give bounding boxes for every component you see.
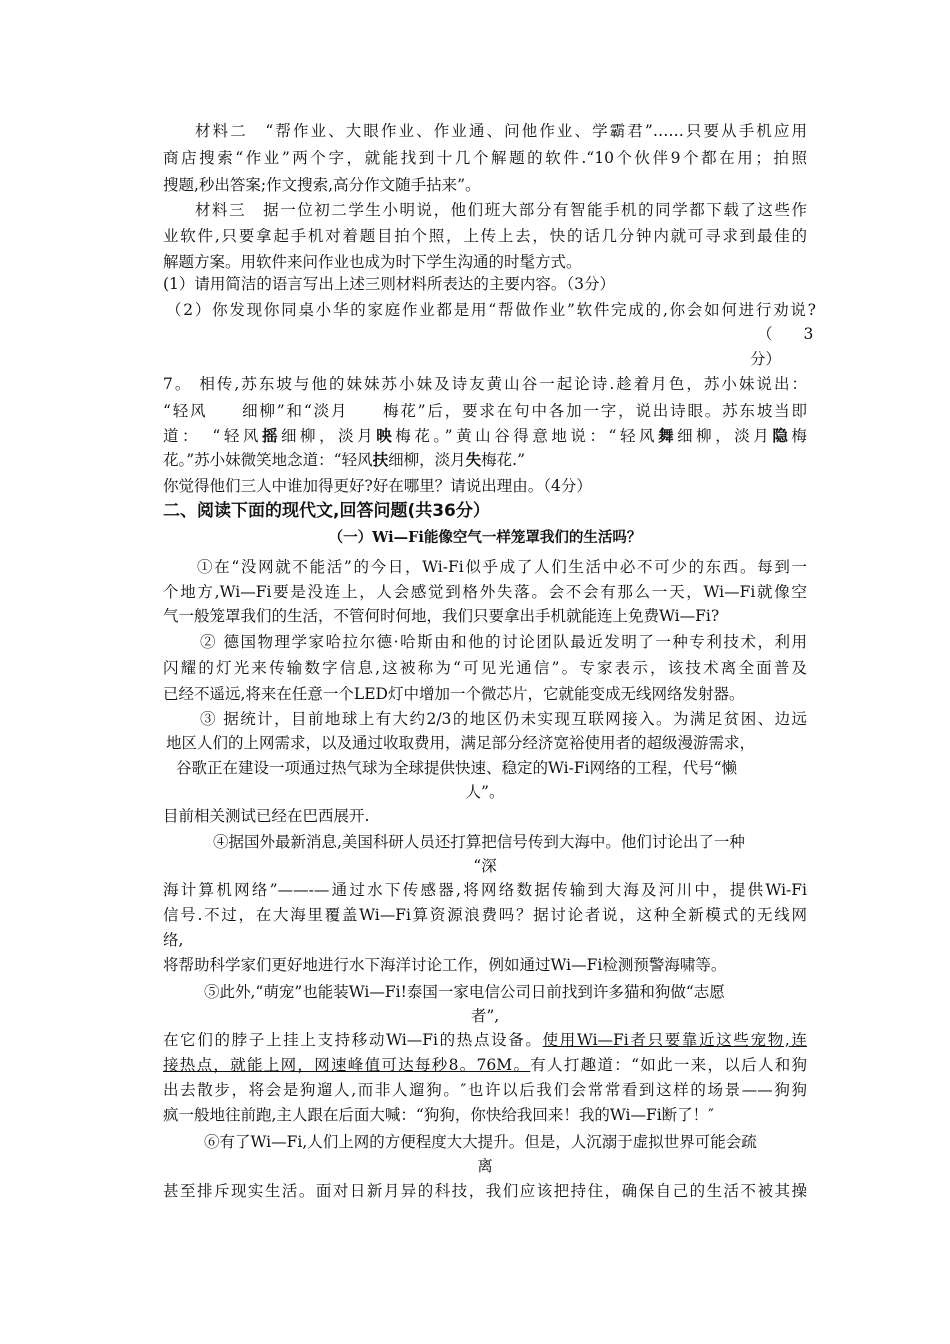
para6-line3: 甚至排斥现实生活。面对日新月异的科技，我们应该把持住，确保自己的生活不被其操 — [163, 1182, 807, 1200]
para4-line4: 信号.不过，在大海里覆盖Wi—Fi算资源浪费吗？据讨论者说，这种全新模式的无线网 — [163, 906, 807, 924]
question-1: (1）请用简洁的语言写出上述三则材料所表达的主要内容。（3分） — [163, 275, 616, 293]
para3-line1: ③ 据统计，目前地球上有大约2/3的地区仍未实现互联网接入。为满足贫困、边远 — [200, 710, 807, 728]
para4-line5: 络, — [163, 931, 184, 949]
para2-line1: ② 德国物理学家哈拉尔德·哈斯由和他的讨论团队最近发明了一种专利技术，利用 — [200, 633, 807, 651]
article-title: （一）Wi—Fi能像空气一样笼罩我们的生活吗？ — [328, 529, 642, 546]
para3-line5: 目前相关测试已经在巴西展开. — [163, 807, 370, 825]
question-2-line1: （2）你发现你同桌小华的家庭作业都是用“帮做作业”软件完成的,你会如何进行劝说? — [166, 301, 816, 319]
material3-line2: 业软件,只要拿起手机对着题目拍个照，上传上去，快的话几分钟内就可寻求到最佳的 — [163, 227, 807, 245]
section-heading: 二、阅读下面的现代文,回答问题(共36分） — [163, 501, 490, 521]
material2-line2: 商店搜索“作业”两个字，就能找到十几个解题的软件.“10个伙伴9个都在用；拍照 — [163, 149, 807, 167]
para5-line2: 者”, — [470, 1007, 500, 1025]
bold-char-yin: 隐 — [772, 426, 792, 445]
bold-char-wu: 舞 — [658, 426, 678, 445]
para4-line6: 将帮助科学家们更好地进行水下海洋讨论工作，例如通过Wi—Fi检测预警海啸等。 — [163, 956, 727, 974]
question-7-line2: “轻风 细柳”和“淡月 梅花”后，要求在句中各加一字，说出诗眼。苏东坡当即 — [163, 402, 807, 420]
question-7-line3: 道： “轻风摇细柳，淡月映梅花。”黄山谷得意地说：“轻风舞细柳，淡月隐梅 — [163, 426, 807, 445]
material3-line1: 材料三 据一位初二学生小明说，他们班大部分有智能手机的同学都下载了这些作 — [195, 201, 807, 219]
material2-line1: 材料二 “帮作业、大眼作业、作业通、问他作业、学霸君”……只要从手机应用 — [195, 122, 807, 140]
para5-line1: ⑤此外,“萌宠”也能装Wi—Fi!泰国一家电信公司日前找到许多猫和狗做“志愿 — [204, 983, 725, 1001]
para5-line5: 出去散步，将会是狗遛人,而非人遛狗。″也许以后我们会常常看到这样的场景——狗狗 — [163, 1081, 807, 1099]
para6-line1: ⑥有了Wi—Fi,人们上网的方便程度大大提升。但是，人沉溺于虚拟世界可能会疏 — [204, 1133, 757, 1151]
material2-line3: 搜题,秒出答案;作文搜索,高分作文随手拈来”。 — [163, 176, 481, 194]
question-7-prompt: 你觉得他们三人中谁加得更好?好在哪里？请说出理由。（4分） — [163, 477, 592, 495]
para1-line2: 个地方,Wi—Fi要是没连上，人会感觉到格外失落。会不会有那么一天，Wi—Fi就像空 — [163, 583, 807, 601]
para3-line4: 人”。 — [465, 783, 505, 801]
bold-char-ying: 映 — [376, 426, 396, 445]
para5-line4: 接热点，就能上网，网速峰值可达每秒8。76M。有人打趣道：“如此一来，以后人和狗 — [163, 1056, 807, 1074]
question-2-paren: （ 3 — [757, 325, 814, 343]
material3-line3: 解题方案。用软件来问作业也成为时下学生沟通的时髦方式。 — [163, 253, 582, 271]
para2-line3: 已经不遥远,将来在任意一个LED灯中增加一个微芯片，它就能变成无线网络发射器。 — [163, 685, 745, 703]
para5-line6: 疯一般地往前跑,主人跟在后面大喊：“狗狗，你快给我回来！我的Wi—Fi断了！″ — [163, 1106, 714, 1124]
para5-line3: 在它们的脖子上挂上支持移动Wi—Fi的热点设备。使用Wi—Fi者只要靠近这些宠物,连 — [163, 1031, 807, 1049]
question-7-line4: 花。”苏小妹微笑地念道：“轻风扶细柳，淡月失梅花.” — [163, 450, 526, 469]
para1-line1: ①在“没网就不能活”的今日，Wi-Fi似乎成了人们生活中必不可少的东西。每到一 — [197, 558, 807, 576]
para2-line2: 闪耀的灯光来传输数字信息,这被称为“可见光通信”。专家表示，该技术离全面普及 — [163, 659, 807, 677]
underlined-sentence-end: 接热点，就能上网，网速峰值可达每秒8。76M。 — [163, 1056, 531, 1074]
question-7-line1: 7。 相传,苏东坡与他的妹妹苏小妹及诗友黄山谷一起论诗.趁着月色，苏小妹说出： — [163, 375, 807, 393]
underlined-sentence-start: 使用Wi—Fi者只要靠近这些宠物,连 — [542, 1031, 807, 1049]
bold-char-yao: 摇 — [261, 426, 281, 445]
bold-char-fu: 扶 — [372, 450, 389, 469]
para1-line3: 气一般笼罩我们的生活，不管何时何地，我们只要拿出手机就能连上免费Wi—Fi? — [163, 607, 720, 625]
para6-line2: 离 — [477, 1157, 493, 1175]
bold-char-shi: 失 — [465, 450, 482, 469]
para3-line3: 谷歌正在建设一项通过热气球为全球提供快速、稳定的Wi-Fi网络的工程，代号“懒 — [176, 759, 737, 777]
para4-line2: “深 — [473, 857, 497, 875]
para4-line1: ④据国外最新消息,美国科研人员还打算把信号传到大海中。他们讨论出了一种 — [213, 833, 745, 851]
para3-line2: 地区人们的上网需求，以及通过收取费用，满足部分经济宽裕使用者的超级漫游需求， — [166, 734, 756, 752]
question-2-score: 分） — [750, 350, 782, 368]
para4-line3: 海计算机网络”——-—通过水下传感器,将网络数据传输到大海及河川中，提供Wi-Fi — [163, 881, 807, 899]
